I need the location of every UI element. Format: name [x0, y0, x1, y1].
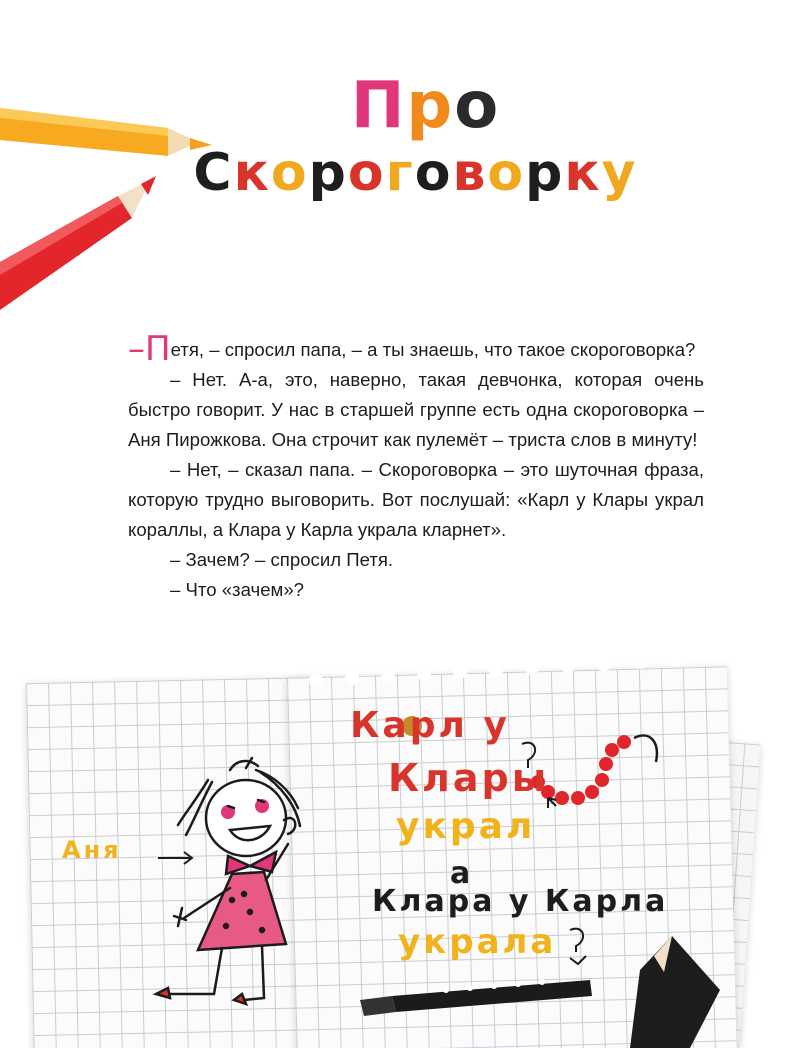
- paragraph: – Нет, – сказал папа. – Скороговорка – это шуточная фраза, которую трудно выговорить. Вот послушай: «Карл у Клары украл кораллы, а Клара у Карла украла кларнет».: [128, 459, 704, 540]
- title-letter: к: [233, 143, 271, 203]
- paragraph: – Что «зачем»?: [170, 579, 305, 600]
- arrow-icon: [158, 852, 192, 864]
- title-letter: о: [414, 143, 453, 203]
- title-letter: в: [452, 143, 488, 203]
- torn-edge: [309, 653, 683, 687]
- title-letter: о: [347, 143, 386, 203]
- coral-beads-drawing: [531, 735, 657, 805]
- title-letter: р: [525, 143, 565, 203]
- tongue-twister-line-3: украл: [396, 806, 536, 847]
- paragraph: – Нет. А-а, это, наверно, такая девчонка, которая очень быстро говорит. У нас в старшей группе есть одна скороговорка – Аня Пирожкова. Она строчит как пулемёт – триста слов в минуту!: [128, 369, 704, 450]
- title-letter: о: [270, 143, 309, 203]
- title-letter: о: [454, 69, 501, 143]
- title-letter: р: [308, 143, 348, 203]
- paragraph: – Зачем? – спросил Петя.: [170, 549, 394, 570]
- tongue-twister-line-6: украла: [398, 922, 557, 962]
- title-letter: р: [406, 69, 455, 143]
- title-letter: у: [601, 143, 638, 203]
- paragraph-text: етя, – спросил папа, – а ты знаешь, что такое скороговорка?: [170, 339, 696, 360]
- title-letter: С: [193, 143, 234, 203]
- title-letter: г: [385, 143, 415, 203]
- drop-cap: –П: [128, 329, 171, 369]
- black-pencil-icon: [630, 936, 720, 1048]
- tongue-twister-line-4: а: [450, 856, 474, 891]
- title-letter: П: [350, 69, 407, 143]
- tongue-twister-line-1: Карл у: [350, 705, 510, 746]
- tongue-twister-line-2: Клары: [388, 756, 550, 800]
- clarinet-drawing: [360, 979, 592, 1016]
- girl-drawing: [156, 758, 300, 1004]
- title-letter: к: [564, 143, 602, 203]
- girl-label: Аня: [62, 836, 122, 864]
- tongue-twister-line-5: Клара у Карла: [372, 884, 669, 919]
- title-letter: о: [487, 143, 526, 203]
